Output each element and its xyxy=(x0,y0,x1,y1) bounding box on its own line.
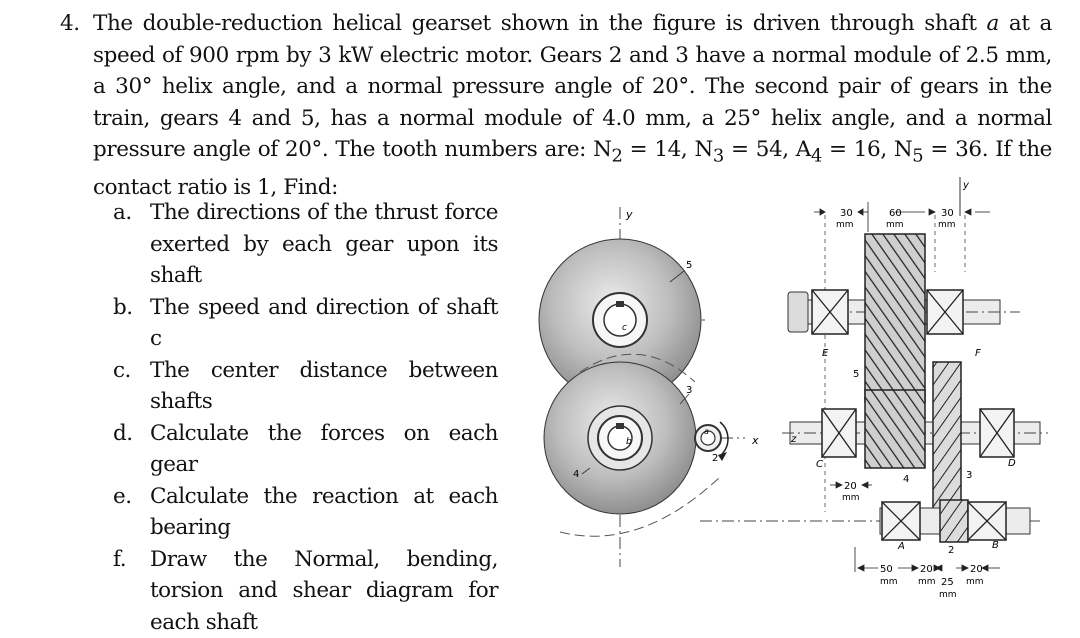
bearing-B-label: B xyxy=(992,540,999,551)
gear-3-side xyxy=(933,362,961,512)
task-item: c. The center distance between shafts xyxy=(113,355,498,418)
task-item: f. Draw the Normal, bending, torsion and shear diagram for each shaft xyxy=(113,544,498,638)
svg-text:mm: mm xyxy=(939,590,957,600)
side-gear-5-label: 5 xyxy=(853,369,859,380)
front-x-label: x xyxy=(751,434,759,447)
gear-5-side xyxy=(865,234,925,402)
problem-text: The double-reduction helical gearset shown in the figure is driven through shaft a at a speed of 900 rpm by 3 kW electric motor. Gears 2 and 3 have a normal module of 2.5 mm, a 30° helix angle, and a normal pressure angle of 20°. The second pair of gears in the train, gears 4 and 5, has a normal module of 4.0 mm, a 25° helix angle, and a normal pressure angle of 20°. The tooth numbers are: $N_2 = 14$, $N_3 = 54$, $A_4 = 16$, $N_5 = 36$. If the contact ratio is 1, Find: xyxy=(93,8,1052,203)
shaft-a-symbol: a xyxy=(987,11,999,36)
task-item: a. The directions of the thrust force exerted by each gear upon its shaft xyxy=(113,197,498,292)
side-z-label: z xyxy=(790,434,797,445)
side-gear-2-label: 2 xyxy=(948,545,954,556)
task-item: d. Calculate the forces on each gear xyxy=(113,418,498,481)
gear-2-side xyxy=(940,500,968,542)
bearing-A-label: A xyxy=(897,541,905,552)
front-gear-3-label: 3 xyxy=(686,385,692,396)
side-view xyxy=(700,177,1048,600)
svg-text:mm: mm xyxy=(938,220,956,230)
svg-text:mm: mm xyxy=(842,493,860,503)
task-list xyxy=(113,197,498,638)
dim-25-label: 25 xyxy=(941,577,954,588)
side-y-label: y xyxy=(962,180,970,191)
dim-50-label: 50 xyxy=(880,564,893,575)
dim-30-left: 30 xyxy=(840,208,853,219)
front-view xyxy=(539,207,759,567)
dim-20c-label: 20 xyxy=(970,564,983,575)
dim-20b-label: 20 xyxy=(920,564,933,575)
shaft-a-label: a xyxy=(704,427,709,436)
shaft-b-label: b xyxy=(626,437,632,447)
bearing-D-label: D xyxy=(1008,458,1016,469)
svg-text:mm: mm xyxy=(836,220,854,230)
svg-text:mm: mm xyxy=(966,577,984,587)
side-gear-4-label: 4 xyxy=(903,474,909,485)
shaft-c-label: c xyxy=(622,323,627,333)
front-gear-4-label: 4 xyxy=(573,469,579,480)
gear-4-side xyxy=(865,390,925,468)
task-item: b. The speed and direction of shaft c xyxy=(113,292,498,355)
gearset-figure xyxy=(520,172,1065,604)
dim-60: 60 xyxy=(889,208,902,219)
side-gear-3-label: 3 xyxy=(966,470,972,481)
front-gear-2-label: 2 xyxy=(712,453,718,464)
gearset-drawing xyxy=(520,172,1065,604)
svg-text:mm: mm xyxy=(918,577,936,587)
bearing-F-label: F xyxy=(975,348,981,359)
dim-30-right: 30 xyxy=(941,208,954,219)
bearing-C-label: C xyxy=(816,459,823,470)
bearing-E-label: E xyxy=(822,348,829,359)
svg-text:mm: mm xyxy=(880,577,898,587)
dim-20-label: 20 xyxy=(844,481,857,492)
front-y-label: y xyxy=(625,208,633,221)
svg-text:mm: mm xyxy=(886,220,904,230)
front-gear-5-label: 5 xyxy=(686,260,692,271)
task-item: e. Calculate the reaction at each bearing xyxy=(113,481,498,544)
problem-number: 4. xyxy=(60,8,80,40)
